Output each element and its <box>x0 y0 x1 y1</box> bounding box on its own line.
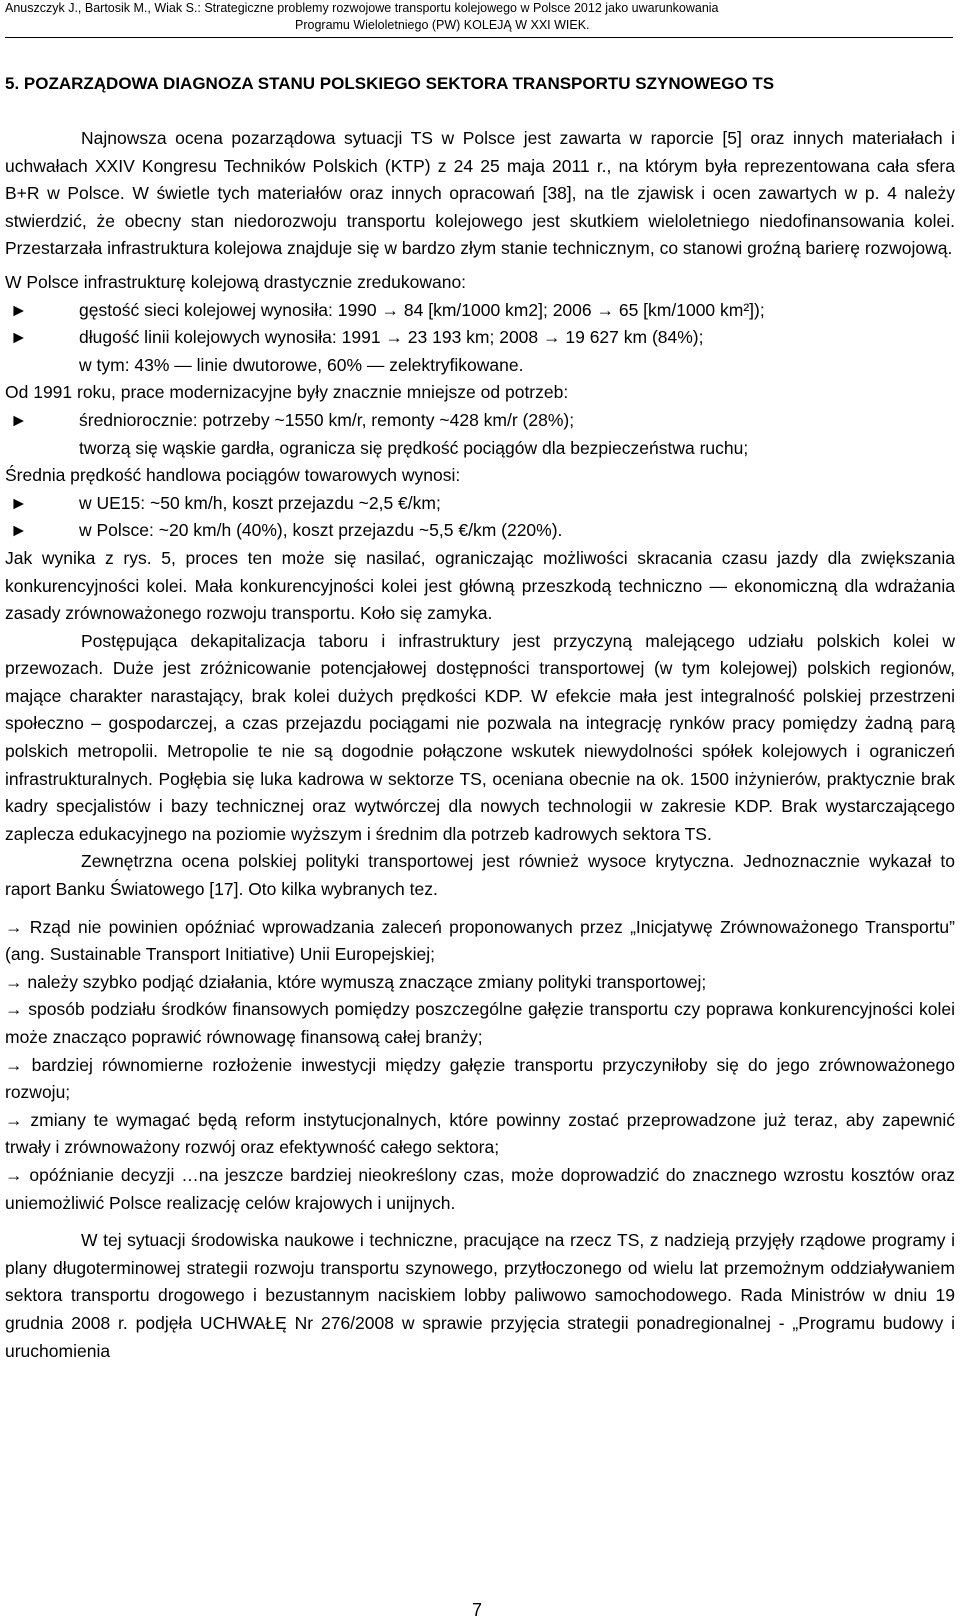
arrow-item: → należy szybko podjąć działania, które wymuszą znaczące zmiany polityki transportowej; <box>5 971 707 992</box>
bullet-marker: ► <box>10 520 28 541</box>
section-heading: 5. POZARZĄDOWA DIAGNOZA STANU POLSKIEGO SEKTORA TRANSPORTU SZYNOWEGO TS <box>5 74 775 93</box>
bullet-marker: ► <box>10 409 28 430</box>
bullet-item <box>5 297 955 325</box>
bullet-text: w UE15: ~50 km/h, koszt przejazdu ~2,5 €/km; <box>79 492 441 513</box>
bullet-text: średniorocznie: potrzeby ~1550 km/r, remonty ~428 km/r (28%); <box>79 409 575 430</box>
bullet-item <box>5 517 955 545</box>
header-line-2: Programu Wieloletniego (PW) KOLEJĄ W XXI WIEK. <box>295 18 590 32</box>
arrow-item: → Rząd nie powinien opóźniać wprowadzania zaleceń proponowanych przez „Inicjatywę Zrównoważonego Transportu” (ang. Sustainable Transport Initiative) Unii Europejskiej; <box>5 916 955 965</box>
running-header <box>5 0 953 34</box>
paragraph-dekapitalizacja: Postępująca dekapitalizacja taboru i infrastruktury jest przyczyną malejącego udziału polskich kolei w przewozach. Duże jest zróżnicowanie potencjałowej dostępności transportowej (w tym kolejowej) polskich regionów, mające charakter narastający, brak kolei dużych prędkości KDP. W efekcie mała jest integralność polskiej przestrzeni społeczno – gospodarczej, a czas przejazdu pociągami nie pozwala na integrację rynków pracy pomiędzy żadną parą polskich metropolii. Metropolie te nie są dogodnie połączone wskutek niewydolności spółek kolejowych i ograniczeń infrastrukturalnych. Pogłębia się luka kadrowa w sektorze TS, oceniana obecnie na ok. 1500 inżynierów, praktycznie brak kadry specjalistów i bazy technicznej oraz wytwórczej dla nowych technologii w zakresie KDP. Brak wystarczającego zaplecza edukacyjnego na poziomie wyższym i średnim dla potrzeb kadrowych sektora TS. <box>5 630 955 844</box>
bullet-continuation: tworzą się wąskie gardła, ogranicza się prędkość pociągów dla bezpieczeństwa ruchu; <box>79 437 749 458</box>
arrow-item: → bardziej równomierne rozłożenie inwestycji między gałęzie transportu przyczyniłoby się do jego zrównoważonego rozwoju; <box>5 1054 955 1103</box>
page-number: 7 <box>472 1600 483 1620</box>
bullet-continuation: w tym: 43% — linie dwutorowe, 60% — zelektryfikowane. <box>79 354 524 375</box>
header-divider <box>5 37 953 38</box>
bullet-marker: ► <box>10 327 28 348</box>
bullet-text: w Polsce: ~20 km/h (40%), koszt przejazdu ~5,5 €/km (220%). <box>79 520 563 541</box>
bullet-marker: ► <box>10 492 28 513</box>
arrow-item: → zmiany te wymagać będą reform instytucjonalnych, które powinny zostać przeprowadzone już teraz, aby zapewnić trwały i zrównoważony rozwój oraz efektywność całego sektora; <box>5 1109 955 1158</box>
bullet-marker: ► <box>10 299 28 320</box>
bullet-text: gęstość sieci kolejowej wynosiła: 1990 → 84 [km/1000 km2]; 2006 → 65 [km/1000 km²]); <box>79 299 765 320</box>
bullet-text: długość linii kolejowych wynosiła: 1991 → 23 193 km; 2008 → 19 627 km (84%); <box>79 327 704 348</box>
modernization-intro: Od 1991 roku, prace modernizacyjne były znacznie mniejsze od potrzeb: <box>5 382 569 403</box>
paragraph-final: W tej sytuacji środowiska naukowe i techniczne, pracujące na rzecz TS, z nadzieją przyjęły rządowe programy i plany długoterminowej strategii rozwoju transportu szynowego, przytłoczonego od wielu lat przemożnym oddziaływaniem sektora transportu drogowego i bezustannym naciskiem lobby paliwowo samochodowego. Rada Ministrów w dniu 19 grudnia 2008 r. podjęła UCHWAŁĘ Nr 276/2008 w sprawie przyjęcia strategii ponadregionalnej - „Programu budowy i uruchomienia <box>5 1230 955 1361</box>
header-line-1: Anuszczyk J., Bartosik M., Wiak S.: Strategiczne problemy rozwojowe transportu kolejowego w Polsce 2012 jako uwarunkowania <box>5 1 719 15</box>
intro-paragraph: Najnowsza ocena pozarządowa sytuacji TS w Polsce jest zawarta w raporcie [5] oraz innych materiałach i uchwałach XXIV Kongresu Techników Polskich (KTP) z 24 25 maja 2011 r., na którym była reprezentowana cała sfera B+R w Polsce. W świetle tych materiałów oraz innych opracowań [38], na tle zjawisk i ocen zawartych w p. 4 należy stwierdzić, że obecny stan niedorozwoju transportu kolejowego jest skutkiem wieloletniego niedofinansowania kolei. Przestarzała infrastruktura kolejowa znajduje się w bardzo złym stanie technicznym, co stanowi groźną barierę rozwojową. <box>5 128 955 259</box>
paragraph-rys: Jak wynika z rys. 5, proces ten może się nasilać, ograniczając możliwości skracania czasu jazdy dla zwiększania konkurencyjności kolei. Mała konkurencyjności kolei jest główną przeszkodą techniczno — ekonomiczną dla wdrażania zasady zrównoważonego rozwoju transportu. Koło się zamyka. <box>5 547 955 624</box>
bullet-item <box>5 490 955 518</box>
arrow-item: → opóźnianie decyzji …na jeszcze bardziej nieokreślony czas, może doprowadzić do znacznego wzrostu kosztów oraz uniemożliwić Polsce realizację celów krajowych i unijnych. <box>5 1164 955 1213</box>
bullet-item <box>5 324 955 352</box>
body-text <box>5 125 955 1365</box>
paragraph-external-assessment: Zewnętrzna ocena polskiej polityki transportowej jest również wysoce krytyczna. Jednoznacznie wykazał to raport Banku Światowego [17]. Oto kilka wybranych tez. <box>5 851 955 900</box>
arrow-item: → sposób podziału środków finansowych pomiędzy poszczególne gałęzie transportu czy poprawa konkurencyjności kolei może znacząco poprawić równowagę finansową całej branży; <box>5 999 955 1047</box>
bullet-item <box>5 407 955 435</box>
speed-intro: Średnia prędkość handlowa pociągów towarowych wynosi: <box>5 465 461 486</box>
infrastructure-intro: W Polsce infrastrukturę kolejową drastycznie zredukowano: <box>5 271 467 292</box>
